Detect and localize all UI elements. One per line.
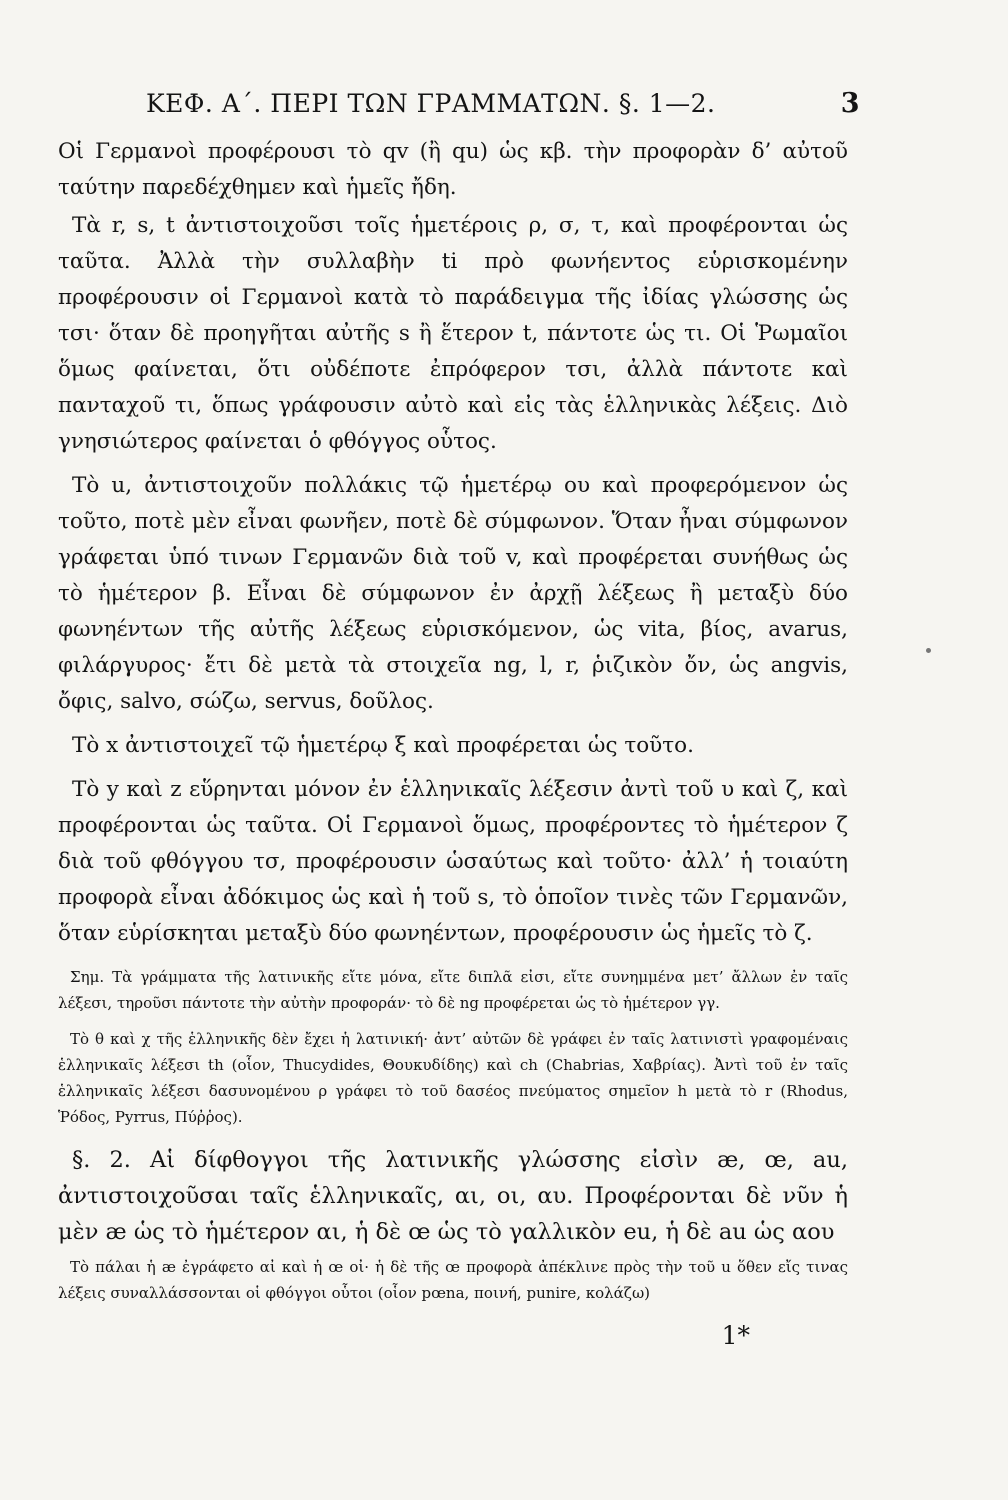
note-theta-chi: Τὸ θ καὶ χ τῆς ἑλληνικῆς δὲν ἔχει ἡ λατινική· ἀντ’ αὐτῶν δὲ γράφει ἐν ταῖς λατινιστὶ γραφομέναις ἑλληνικαῖς λέξεσι th (οἷον, Thucydides, Θουκυδίδης) καὶ ch (Chabrias, Χαβρίας). Ἀντὶ τοῦ ἐν ταῖς ἑλληνικαῖς λέξεσι δασυνομένου ρ γράφει τὸ τοῦ δασέος πνεύματος σημεῖον h μετὰ τὸ r (Rhodus, Ῥόδος, Pyrrus, Πύῤῥος). [58, 1030, 848, 1126]
page-number: 3 [840, 88, 860, 119]
footnote: Τὸ πάλαι ἡ æ ἐγράφετο αἰ καὶ ἡ œ οἰ· ἡ δὲ τῆς œ προφορὰ ἀπέκλινε πρὸς τὴν τοῦ u ὅθεν εἴς τινας λέξεις συναλλάσσονται οἱ φθόγγοι οὗτοι (οἷον pœna, ποινή, punire, κολάζω) [58, 1258, 848, 1302]
paragraph-r-s-t: Τὰ r, s, t ἀντιστοιχοῦσι τοῖς ἡμετέροις ρ, σ, τ, καὶ προφέρονται ὡς ταῦτα. Ἀλλὰ τὴν συλλαβὴν ti πρὸ φωνήεντος εὑρισκομένην προφέρουσιν οἱ Γερμανοὶ κατὰ τὸ παράδειγμα τῆς ἰδίας γλώσσης ὡς τσι· ὅταν δὲ προηγῆται αὐτῆς s ἢ ἕτερον t, πάντοτε ὡς τι. Οἱ Ῥωμαῖοι ὅμως φαίνεται, ὅτι οὐδέποτε ἐπρόφερον τσι, ἀλλὰ πάντοτε καὶ πανταχοῦ τι, ὅπως γράφουσιν αὐτὸ καὶ εἰς τὰς ἑλληνικὰς λέξεις. Διὸ γνησιώτερος φαίνεται ὁ φθόγγος οὗτος. [58, 213, 848, 454]
page-header [58, 88, 860, 134]
section-2-diphthongs: §. 2. Αἱ δίφθογγοι τῆς λατινικῆς γλώσσης εἰσὶν æ, œ, au, ἀντιστοιχοῦσαι ταῖς ἑλληνικαῖς, αι, οι, αυ. Προφέρονται δὲ νῦν ἡ μὲν æ ὡς τὸ ἡμέτερον αι, ἡ δὲ œ ὡς τὸ γαλλικὸν eu, ἡ δὲ au ὡς αου [58, 1147, 848, 1245]
main-text [58, 134, 848, 1306]
print-speck [926, 648, 931, 653]
paragraph-x: Τὸ x ἀντιστοιχεῖ τῷ ἡμετέρῳ ξ καὶ προφέρεται ὡς τοῦτο. [72, 733, 694, 758]
paragraph-u: Τὸ u, ἀντιστοιχοῦν πολλάκις τῷ ἡμετέρῳ ου καὶ προφερόμενον ὡς τοῦτο, ποτὲ μὲν εἶναι φωνῆεν, ποτὲ δὲ σύμφωνον. Ὅταν ἦναι σύμφωνον γράφεται ὑπό τινων Γερμανῶν διὰ τοῦ v, καὶ προφέρεται συνήθως ὡς τὸ ἡμέτερον β. Εἶναι δὲ σύμφωνον ἐν ἀρχῇ λέξεως ἢ μεταξὺ δύο φωνηέντων τῆς αὐτῆς λέξεως εὑρισκόμενον, ὡς vita, βίος, avarus, φιλάργυρος· ἔτι δὲ μετὰ τὰ στοιχεῖα ng, l, r, ῥιζικὸν ὄν, ὡς angvis, ὄφις, salvo, σώζω, servus, δοῦλος. [58, 473, 848, 714]
book-page [58, 88, 860, 1350]
paragraph-y-z: Τὸ y καὶ z εὕρηνται μόνον ἐν ἑλληνικαῖς λέξεσιν ἀντὶ τοῦ υ καὶ ζ, καὶ προφέρονται ὡς ταῦτα. Οἱ Γερμανοὶ ὅμως, προφέροντες τὸ ἡμέτερον ζ διὰ τοῦ φθόγγου τσ, προφέρουσιν ὡσαύτως καὶ τοῦτο· ἀλλ’ ἡ τοιαύτη προφορὰ εἶναι ἀδόκιμος ὡς καὶ ἡ τοῦ s, τὸ ὁποῖον τινὲς τῶν Γερμανῶν, ὅταν εὑρίσκηται μεταξὺ δύο φωνηέντων, προφέρουσιν ὡς ἡμεῖς τὸ ζ. [58, 777, 848, 946]
note-letters: Σημ. Τὰ γράμματα τῆς λατινικῆς εἴτε μόνα, εἴτε διπλᾶ εἰσι, εἴτε συνημμένα μετ’ ἄλλων ἐν ταῖς λέξεσι, τηροῦσι πάντοτε τὴν αὐτὴν προφοράν· τὸ δὲ ng προφέρεται ὡς τὸ ἡμέτερον γγ. [58, 968, 848, 1012]
paragraph-qv: Οἱ Γερμανοὶ προφέρουσι τὸ qv (ἢ qu) ὡς κβ. τὴν προφορὰν δ’ αὐτοῦ ταύτην παρεδέχθημεν καὶ ἡμεῖς ἤδη. [58, 139, 848, 200]
running-title: ΚΕΦ. Α΄. ΠΕΡΙ ΤΩΝ ΓΡΑΜΜΑΤΩΝ. §. 1—2. [146, 89, 716, 118]
signature-mark: 1* [721, 1321, 750, 1350]
